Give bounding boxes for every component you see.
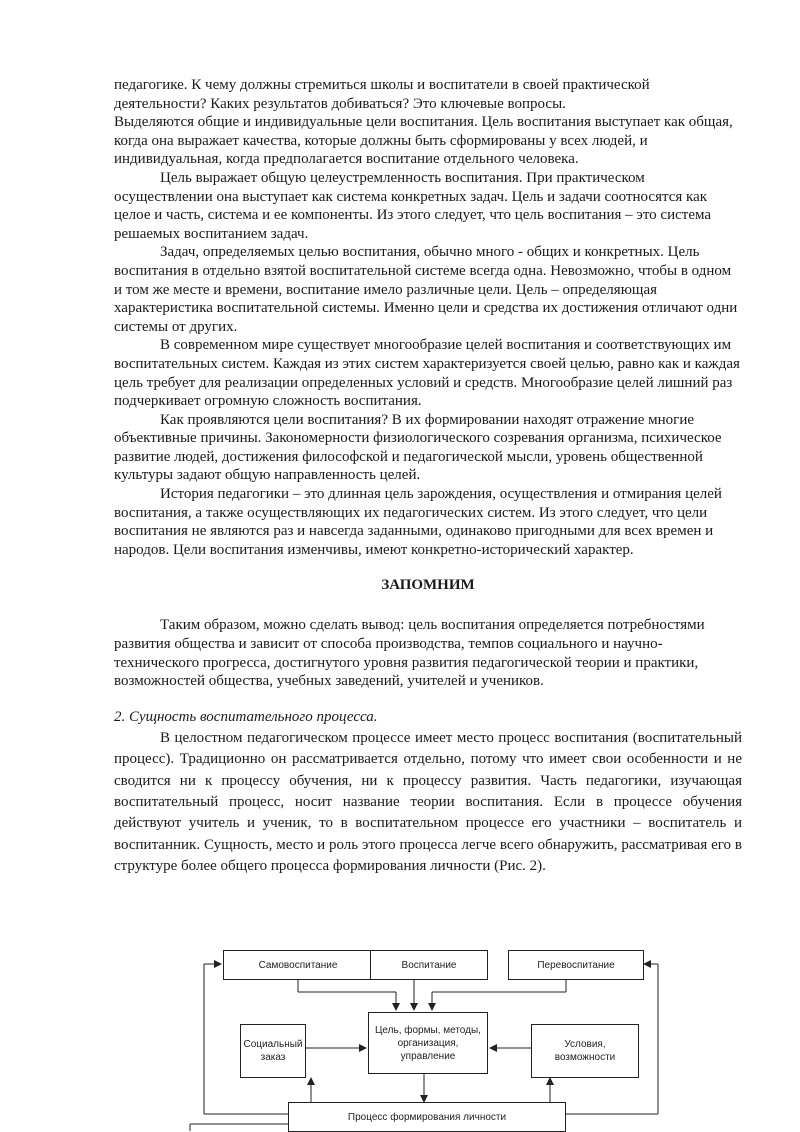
re-education-box: Перевоспитание [508,950,644,980]
paragraph-2: Выделяются общие и индивидуальные цели воспитания. Цель воспитания выступает как общая, когда она выражает качества, которые должны быть сформированы у всех людей, и индивидуальная, когда предполагается воспитание отдельного человека. [114,114,733,168]
paragraph-1: педагогике. К чему должны стремиться школы и воспитатели в своей практической деятельности? Каких результатов добиваться? Это ключевые вопросы. [114,77,650,112]
goals-box: Цель, формы, методы, организация, управление [368,1012,488,1074]
paragraph-4: Задач, определяемых целью воспитания, обычно много - общих и конкретных. Цель воспитания в отдельно взятой воспитательной системе всегда одна. Невозможно, чтобы в одном и том же месте и времени, воспитание имело различные цели. Цель – определяющая характеристика воспитательной системы. Именно цели и средства их достижения отличают одни системы от других. [114,244,738,335]
document-page [114,76,742,878]
formation-box: Процесс формирования личности [288,1102,566,1132]
education-box: Воспитание [370,950,488,980]
paragraph-3: Цель выражает общую целеустремленность воспитания. При практическом осуществлении она выступает как система конкретных задач. Цель и задачи соотносятся как целое и часть, система и ее компоненты. Из этого следует, что цель воспитания – это система решаемых воспитанием задач. [114,169,712,242]
remember-paragraph: Таким образом, можно сделать вывод: цель воспитания определяется потребностями развития общества и зависит от способа производства, темпов социального и научно-технического прогресса, достигнутого уровня развития педагогической теории и практики, возможностей общества, учебных заведений, учителей и учеников. [114,617,705,690]
social-order-box: Социальный заказ [240,1024,306,1078]
paragraph-5: В современном мире существует многообразие целей воспитания и соответствующих им воспитательных систем. Каждая из этих систем характеризуется своей целью, равно как и каждая цель требует для реализации определенных условий и средств. Многообразие целей лишний раз подчеркивает огромную сложность воспитания. [114,337,740,410]
formation-diagram [186,946,666,1131]
self-education-box: Самовоспитание [223,950,373,980]
remember-heading: ЗАПОМНИМ [381,577,475,594]
paragraph-6: Как проявляются цели воспитания? В их формировании находят отражение многие объективные причины. Закономерности физиологического созревания организма, психическое развитие людей, достижения философской и педагогической мысли, уровень общественной культуры задают общую направленность целей. [114,411,722,484]
section-title: 2. Сущность воспитательного процесса. [114,708,378,725]
section-paragraph: В целостном педагогическом процессе имеет место процесс воспитания (воспитательный процесс). Традиционно он рассматривается отдельно, потому что имеет свои особенности и не сводится ни к процессу обучения, ни к процессу развития. Часть педагогики, изучающая воспитательный процесс, носит название теории воспитания. Если в процессе обучения действуют учитель и ученик, то в воспитательном процессе его участники – воспитатель и воспитанник. Сущность, место и роль этого процесса легче всего обнаружить, рассматривая его в структуре более общего процесса формирования личности (Рис. 2). [114,729,742,875]
paragraph-7: История педагогики – это длинная цель зарождения, осуществления и отмирания целей воспитания, а также осуществляющих их педагогических систем. Из этого следует, что цели воспитания не являются раз и навсегда заданными, одинаково пригодными для всех времен и народов. Цели воспитания изменчивы, имеют конкретно-исторический характер. [114,486,722,558]
conditions-box: Условия, возможности [531,1024,639,1078]
